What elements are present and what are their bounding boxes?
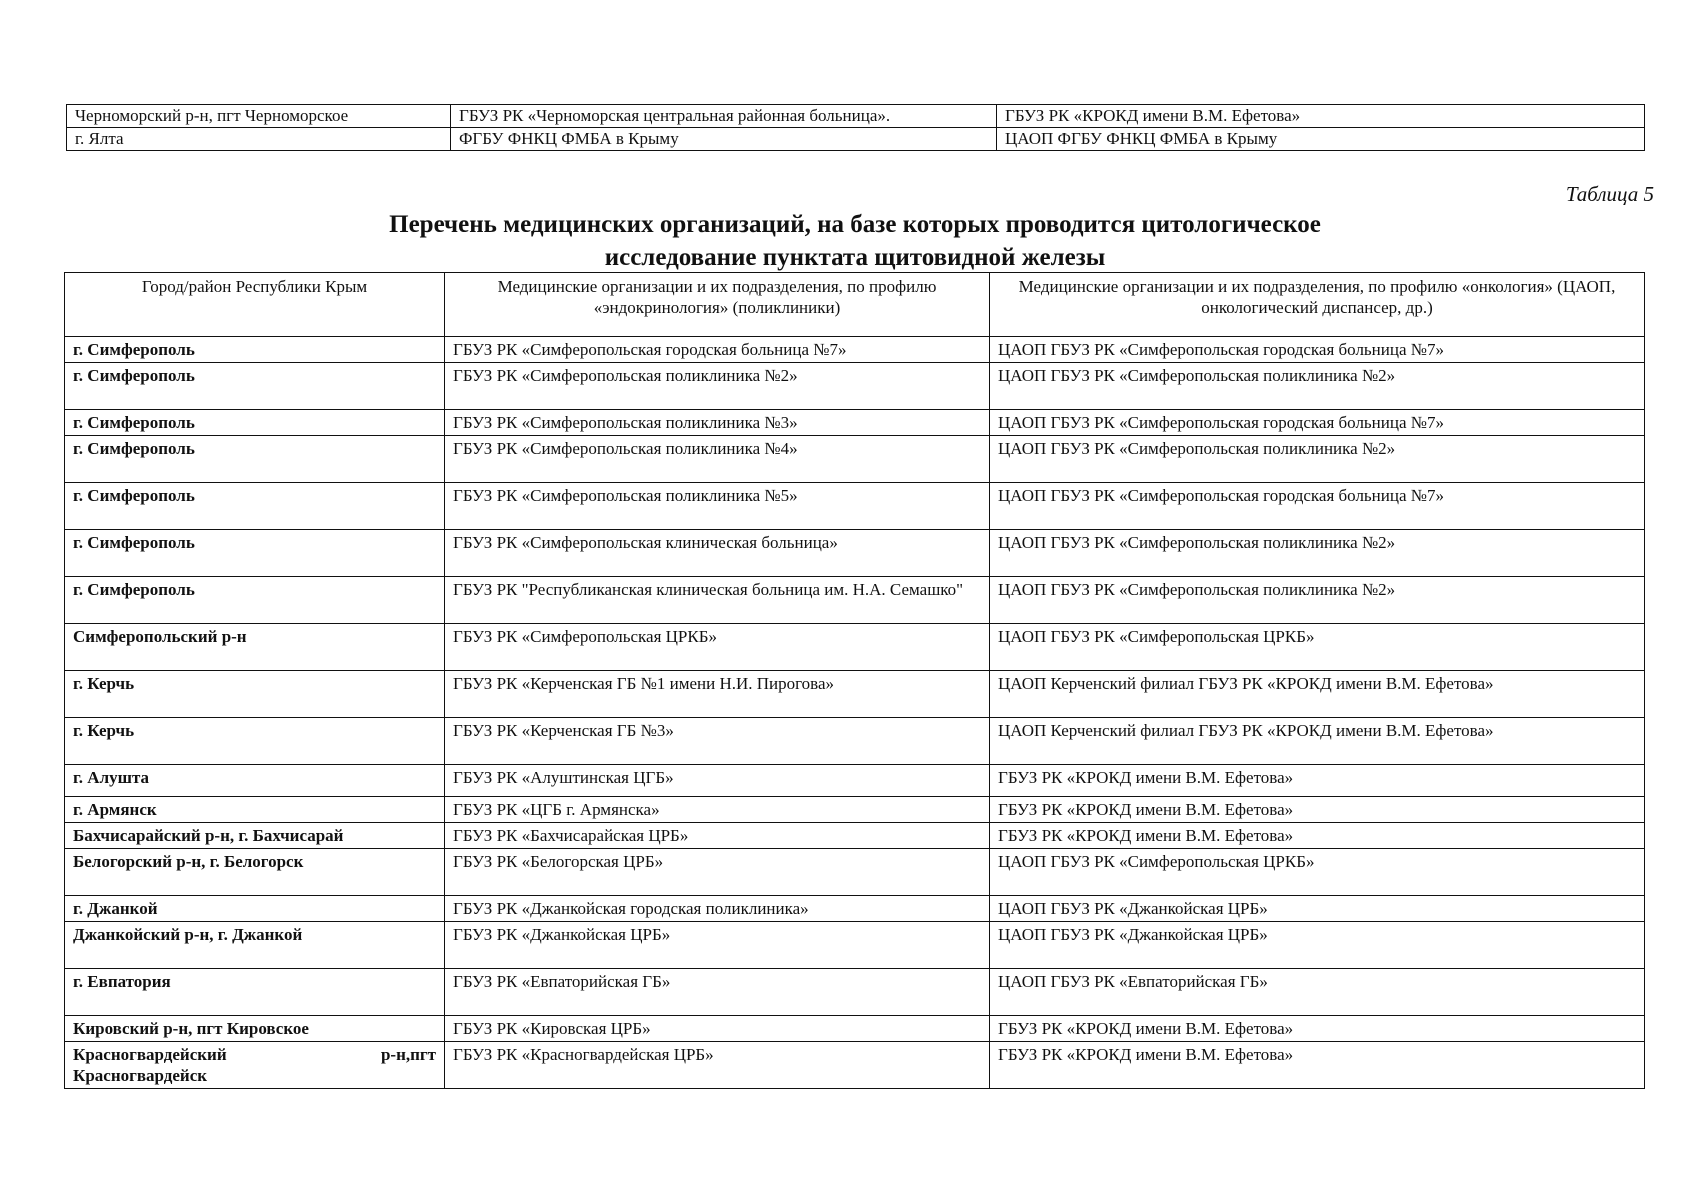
district-cell: Джанкойский р-н, г. Джанкой bbox=[65, 922, 445, 969]
endocrinology-cell: ГБУЗ РК «Симферопольская клиническая больница» bbox=[445, 530, 990, 577]
table-row bbox=[65, 577, 1645, 624]
table-header-row bbox=[65, 273, 1645, 337]
oncology-cell: ЦАОП ГБУЗ РК «Симферопольская поликлиника №2» bbox=[990, 530, 1645, 577]
header-district: Город/район Республики Крым bbox=[65, 273, 445, 337]
district-cell: г. Симферополь bbox=[65, 436, 445, 483]
oncology-cell: ГБУЗ РК «КРОКД имени В.М. Ефетова» bbox=[997, 105, 1645, 128]
endocrinology-cell: ГБУЗ РК «ЦГБ г. Армянска» bbox=[445, 797, 990, 823]
oncology-cell: ЦАОП Керченский филиал ГБУЗ РК «КРОКД имени В.М. Ефетова» bbox=[990, 671, 1645, 718]
header-oncology: Медицинские организации и их подразделения, по профилю «онкология» (ЦАОП, онкологический диспансер, др.) bbox=[990, 273, 1645, 337]
oncology-cell: ГБУЗ РК «КРОКД имени В.М. Ефетова» bbox=[990, 1016, 1645, 1042]
district-cell: Белогорский р-н, г. Белогорск bbox=[65, 849, 445, 896]
page-title: Перечень медицинских организаций, на базе которых проводится цитологическое bbox=[389, 211, 1321, 238]
district-cell: г. Ялта bbox=[67, 128, 451, 151]
oncology-cell: ЦАОП ГБУЗ РК «Симферопольская городская больница №7» bbox=[990, 483, 1645, 530]
district-cell: г. Алушта bbox=[65, 765, 445, 797]
table-row bbox=[65, 922, 1645, 969]
oncology-cell: ГБУЗ РК «КРОКД имени В.М. Ефетова» bbox=[990, 823, 1645, 849]
page-title-continuation: исследование пунктата щитовидной железы bbox=[604, 244, 1106, 271]
endocrinology-cell: ГБУЗ РК «Бахчисарайская ЦРБ» bbox=[445, 823, 990, 849]
table-row bbox=[65, 1016, 1645, 1042]
district-cell: г. Джанкой bbox=[65, 896, 445, 922]
endocrinology-cell: ГБУЗ РК «Черноморская центральная районная больница». bbox=[451, 105, 997, 128]
table-row bbox=[65, 969, 1645, 1016]
table-row bbox=[65, 896, 1645, 922]
previous-table-continuation bbox=[66, 104, 1645, 151]
district-cell: Симферопольский р-н bbox=[65, 624, 445, 671]
table-row bbox=[65, 624, 1645, 671]
endocrinology-cell: ГБУЗ РК "Республиканская клиническая больница им. Н.А. Семашко" bbox=[445, 577, 990, 624]
table-row bbox=[65, 363, 1645, 410]
endocrinology-cell: ГБУЗ РК «Керченская ГБ №3» bbox=[445, 718, 990, 765]
oncology-cell: ЦАОП ГБУЗ РК «Евпаторийская ГБ» bbox=[990, 969, 1645, 1016]
endocrinology-cell: ГБУЗ РК «Симферопольская ЦРКБ» bbox=[445, 624, 990, 671]
oncology-cell: ЦАОП ГБУЗ РК «Симферопольская поликлиника №2» bbox=[990, 363, 1645, 410]
district-cell: г. Симферополь bbox=[65, 530, 445, 577]
district-type-part: р-н,пгт bbox=[380, 1045, 436, 1064]
endocrinology-cell: ГБУЗ РК «Симферопольская поликлиника №2» bbox=[445, 363, 990, 410]
district-cell: Бахчисарайский р-н, г. Бахчисарай bbox=[65, 823, 445, 849]
table-row bbox=[65, 530, 1645, 577]
oncology-cell: ГБУЗ РК «КРОКД имени В.М. Ефетова» bbox=[990, 1042, 1645, 1089]
table-row bbox=[65, 436, 1645, 483]
oncology-cell: ГБУЗ РК «КРОКД имени В.М. Ефетова» bbox=[990, 765, 1645, 797]
district-cell: г. Симферополь bbox=[65, 577, 445, 624]
district-second-line: Красногвардейск bbox=[73, 1066, 208, 1085]
table-row bbox=[67, 105, 1645, 128]
oncology-cell: ЦАОП ГБУЗ РК «Симферопольская ЦРКБ» bbox=[990, 624, 1645, 671]
district-cell: Кировский р-н, пгт Кировское bbox=[65, 1016, 445, 1042]
oncology-cell: ЦАОП Керченский филиал ГБУЗ РК «КРОКД имени В.М. Ефетова» bbox=[990, 718, 1645, 765]
district-cell: г. Евпатория bbox=[65, 969, 445, 1016]
table-row bbox=[65, 337, 1645, 363]
endocrinology-cell: ГБУЗ РК «Евпаторийская ГБ» bbox=[445, 969, 990, 1016]
endocrinology-cell: ГБУЗ РК «Алуштинская ЦГБ» bbox=[445, 765, 990, 797]
district-cell: г. Симферополь bbox=[65, 363, 445, 410]
table-row bbox=[65, 849, 1645, 896]
table-row bbox=[65, 671, 1645, 718]
district-cell: Черноморский р-н, пгт Черноморское bbox=[67, 105, 451, 128]
endocrinology-cell: ГБУЗ РК «Керченская ГБ №1 имени Н.И. Пирогова» bbox=[445, 671, 990, 718]
district-first-line bbox=[73, 1044, 436, 1065]
table-row bbox=[67, 128, 1645, 151]
district-name-part: Красногвардейский bbox=[73, 1045, 227, 1064]
table-row bbox=[65, 410, 1645, 436]
endocrinology-cell: ГБУЗ РК «Белогорская ЦРБ» bbox=[445, 849, 990, 896]
table-row bbox=[65, 1042, 1645, 1089]
district-cell: г. Симферополь bbox=[65, 410, 445, 436]
endocrinology-cell: ГБУЗ РК «Симферопольская поликлиника №5» bbox=[445, 483, 990, 530]
table-caption: Таблица 5 bbox=[1565, 182, 1654, 206]
endocrinology-cell: ГБУЗ РК «Симферопольская городская больница №7» bbox=[445, 337, 990, 363]
endocrinology-cell: ФГБУ ФНКЦ ФМБА в Крыму bbox=[451, 128, 997, 151]
table-row bbox=[65, 823, 1645, 849]
oncology-cell: ЦАОП ГБУЗ РК «Симферопольская ЦРКБ» bbox=[990, 849, 1645, 896]
district-cell: г. Симферополь bbox=[65, 337, 445, 363]
table-row bbox=[65, 797, 1645, 823]
oncology-cell: ЦАОП ГБУЗ РК «Симферопольская поликлиника №2» bbox=[990, 577, 1645, 624]
district-cell: г. Армянск bbox=[65, 797, 445, 823]
endocrinology-cell: ГБУЗ РК «Кировская ЦРБ» bbox=[445, 1016, 990, 1042]
oncology-cell: ЦАОП ФГБУ ФНКЦ ФМБА в Крыму bbox=[997, 128, 1645, 151]
oncology-cell: ГБУЗ РК «КРОКД имени В.М. Ефетова» bbox=[990, 797, 1645, 823]
header-endocrinology: Медицинские организации и их подразделения, по профилю «эндокринология» (поликлиники) bbox=[445, 273, 990, 337]
organizations-table bbox=[64, 272, 1645, 1089]
table-row bbox=[65, 765, 1645, 797]
endocrinology-cell: ГБУЗ РК «Джанкойская ЦРБ» bbox=[445, 922, 990, 969]
district-cell bbox=[65, 1042, 445, 1089]
endocrinology-cell: ГБУЗ РК «Симферопольская поликлиника №3» bbox=[445, 410, 990, 436]
endocrinology-cell: ГБУЗ РК «Симферопольская поликлиника №4» bbox=[445, 436, 990, 483]
oncology-cell: ЦАОП ГБУЗ РК «Джанкойская ЦРБ» bbox=[990, 922, 1645, 969]
endocrinology-cell: ГБУЗ РК «Красногвардейская ЦРБ» bbox=[445, 1042, 990, 1089]
oncology-cell: ЦАОП ГБУЗ РК «Джанкойская ЦРБ» bbox=[990, 896, 1645, 922]
district-cell: г. Керчь bbox=[65, 718, 445, 765]
table-row bbox=[65, 718, 1645, 765]
table-row bbox=[65, 483, 1645, 530]
oncology-cell: ЦАОП ГБУЗ РК «Симферопольская городская больница №7» bbox=[990, 337, 1645, 363]
endocrinology-cell: ГБУЗ РК «Джанкойская городская поликлиника» bbox=[445, 896, 990, 922]
oncology-cell: ЦАОП ГБУЗ РК «Симферопольская городская больница №7» bbox=[990, 410, 1645, 436]
district-cell: г. Симферополь bbox=[65, 483, 445, 530]
district-cell: г. Керчь bbox=[65, 671, 445, 718]
oncology-cell: ЦАОП ГБУЗ РК «Симферопольская поликлиника №2» bbox=[990, 436, 1645, 483]
